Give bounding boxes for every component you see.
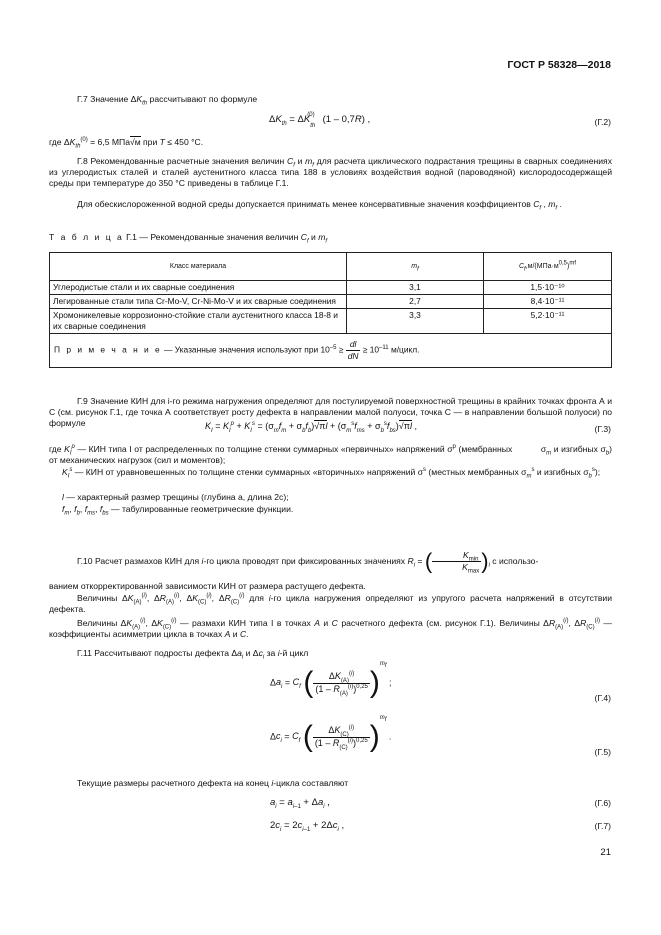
cell-material: Хромоникелевые коррозионно-стойкие стали аустенитного класса 18-8 и их сварные соединения: [50, 308, 347, 333]
table-row: [50, 294, 612, 308]
cell-material: Углеродистые стали и их сварные соединения: [50, 281, 347, 295]
formula-g3: $K_I = K_I^p + K_I^s = (\sigma_mf_m + \sigma_bf_b)√\pi l + (\sigma_m^sf_{ms} + \sigma_b^sf_{bs})√\pi l$ ,: [205, 421, 417, 434]
formula-g2-label: (Г.2): [594, 117, 611, 127]
g9-def-4: $f_m$, $f_b$, $f_{ms}$, $f_{bs}$ — табулированные геометрические функции.: [62, 504, 294, 517]
g10-paragraph-1: Г.10 Расчет размахов КИН для i-го цикла проводят при фиксированных значениях $R_i$ = ( $\frac{K_{min}}{K_{max}}$ )$_i$ с использо-: [77, 548, 539, 575]
g9-paragraph: Г.9 Значение КИН для i-го режима нагружения определяют для постулируемой поверхностной трещины в крайних точках фронта А и С (см. рисунок Г.1, где точка А соответствует росту дефекта в направлении малой полуоси, точка С — в направлении большой полуоси) по формуле: [49, 396, 612, 429]
g8-paragraph-2: Для обескислороженной водной среды допускается принимать менее консервативные значения коэффициентов $C_f$ , $m_f$ .: [77, 199, 562, 212]
table-note-row: [50, 333, 612, 367]
col-mf: $m_f$: [347, 253, 484, 281]
g9-def-3: l — характерный размер трещины (глубина а, длина 2с);: [62, 492, 289, 502]
g9-def-2: $K_I^s$ — КИН от уравновешенных по толщине стенки суммарных «вторичных» напряжений $\sigma^s$ (местных мембранных $\sigma_m^s$ и изгибных $\sigma_b^s$);: [62, 467, 601, 480]
formula-g5: $\Delta c_i = C_f$ ( $\frac{\Delta K_{(C)}^{(i)}}{(1 - R_{(C)}^{(i)})^{0,25}}$ )$^{m_f}$ .: [270, 715, 392, 753]
g7-where: где $\Delta K_{th}^{(0)} = 6,5$ МПа√м при T ≤ 450 °С.: [49, 137, 204, 150]
formula-g2: $\Delta K_{th} = \Delta K_{th}^{(0)}$ (1 – 0,7R) ,: [269, 111, 371, 129]
formula-g5-label: (Г.5): [594, 747, 611, 757]
formula-g3-label: (Г.3): [594, 424, 611, 434]
col-material: Класс материала: [50, 253, 347, 281]
col-cf: $C_f,м/(МПа\cdot м^{0,5})^{mf}$: [484, 253, 612, 281]
g11-current: Текущие размеры расчетного дефекта на конец i-цикла составляют: [77, 778, 349, 788]
g11-intro: Г.11 Рассчитывают подросты дефекта $\Delta a_i$ и $\Delta c_i$ за i-й цикл: [77, 648, 309, 661]
cell-mf: 3,3: [347, 308, 484, 333]
g7-paragraph: Г.7 Значение $\Delta K_{th}$ рассчитывают по формуле: [77, 94, 258, 107]
g9-def-1: где $K_I^p$ — КИН типа I от распределенных по толщине стенки суммарных «первичных» напряжений $\sigma^p$ (мембранных $\sigma_m$ и изгибных $\sigma_b$) от механических нагрузок (сил и моментов);: [49, 444, 612, 466]
formula-g4-label: (Г.4): [594, 693, 611, 703]
cell-cf: 1,5·10⁻¹⁰: [484, 281, 612, 295]
cell-mf: 3,1: [347, 281, 484, 295]
formula-g4: $\Delta a_i = C_f$ ( $\frac{\Delta K_{(A)}^{(i)}}{(1 - R_{(A)}^{(i)})^{0,25}}$ )$^{m_f}$ ;: [270, 661, 392, 699]
table-g1: [49, 252, 612, 368]
cell-cf: 5,2·10⁻¹¹: [484, 308, 612, 333]
formula-g7: $2c_i = 2c_{i-1} + 2\Delta c_i$ ,: [270, 820, 345, 833]
cell-material: Легированные стали типа Cr-Mo-V, Cr-Ni-Mo-V и их сварные соединения: [50, 294, 347, 308]
standard-header: ГОСТ Р 58328—2018: [507, 59, 611, 71]
g8-paragraph-1: Г.8 Рекомендованные расчетные значения величин $C_f$ и $m_f$ для расчета циклического подрастания трещины в сварных соединениях из углеродистых сталей и сталей аустенитного класса типа 188 в условиях воздействия водной (пароводяной) кислородосодержащей среды при температуре до 350 °С приведены в таблице Г.1.: [49, 156, 613, 189]
table-note: П р и м е ч а н и е — Указанные значения используют при $10^{-5}$ ≥ $\frac{dl}{dN}$ ≥ $10^{-11}$ м/цикл.: [50, 333, 612, 367]
formula-g6-label: (Г.6): [594, 798, 611, 808]
table-row: [50, 308, 612, 333]
g10-paragraph-3: Величины $\Delta K_{(A)}^{(i)}$, $\Delta K_{(C)}^{(i)}$ — размахи КИН типа I в точках А и С расчетного дефекта (см. рисунок Г.1). Величины $\Delta R_{(A)}^{(i)}$, $\Delta R_{(C)}^{(i)}$ — коэффициенты асимметрии цикла в точках А и С.: [49, 618, 613, 640]
cell-cf: 8,4·10⁻¹¹: [484, 294, 612, 308]
cell-mf: 2,7: [347, 294, 484, 308]
g10-paragraph-1b: ванием откорректированной зависимости КИН от размера растущего дефекта.: [49, 581, 366, 591]
table-row: [50, 281, 612, 295]
formula-g7-label: (Г.7): [594, 821, 611, 831]
formula-g6: $a_i = a_{i-1} + \Delta a_i$ ,: [270, 797, 330, 810]
table-header-row: [50, 253, 612, 281]
g10-paragraph-2: Величины $\Delta K_{(A)}^{(i)}$, $\Delta R_{(A)}^{(i)}$, $\Delta K_{(C)}^{(i)}$, $\Delta R_{(C)}^{(i)}$ для i-го цикла нагружения определяют из упругого расчета напряжений в отсутствии дефекта.: [49, 593, 613, 615]
table-caption: Т а б л и ц а Г.1 — Рекомендованные значения величин $C_f$ и $m_f$: [49, 232, 328, 245]
page-number: 21: [600, 847, 611, 858]
